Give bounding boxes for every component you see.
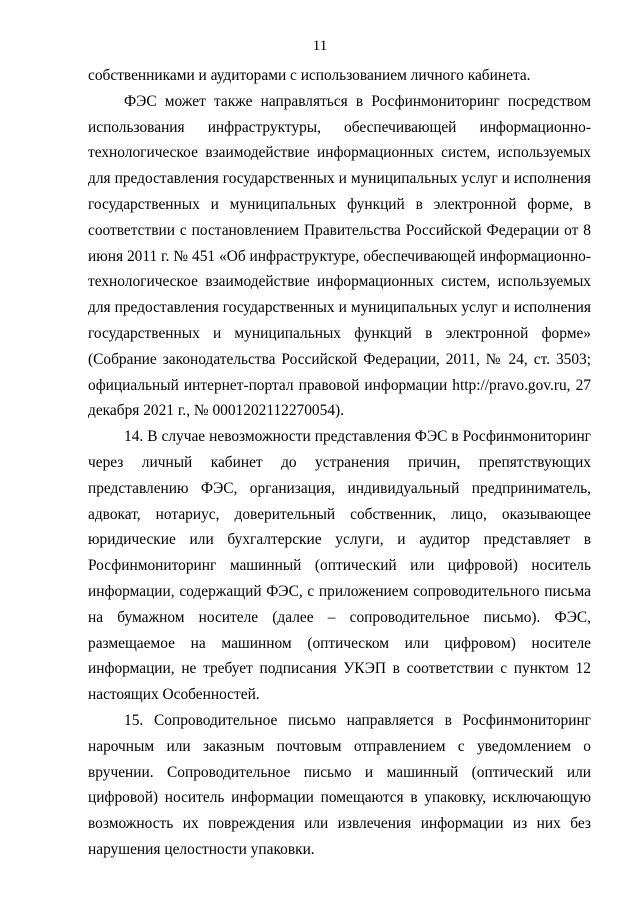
- paragraph-item-14: 14. В случае невозможности представления ФЭС в Росфинмониторинг через личный кабинет до устранения причин, препятствующих представлению ФЭС, организация, индивидуальный предприниматель, адвокат, нотариус, доверительный собственник, лицо, оказывающее юридические или бухгалтерские услуги, и аудитор представляет в Росфинмониторинг машинный (оптический или цифровой) носитель информации, содержащий ФЭС, с приложением сопроводительного письма на бумажном носителе (далее – сопроводительное письмо). ФЭС, размещаемое на машинном (оптическом или цифровом) носителе информации, не требует подписания УКЭП в соответствии с пунктом 12 настоящих Особенностей.: [88, 428, 591, 704]
- paragraph-fes-infrastructure: ФЭС может также направляться в Росфинмониторинг посредством использования инфраструктуры, обеспечивающей информационно-технологическое взаимодействие информационных систем, используемых для предоставления государственных и муниципальных услуг и исполнения государственных и муниципальных функций в электронной форме, в соответствии с постановлением Правительства Российской Федерации от 8 июня 2011 г. № 451 «Об инфраструктуре, обеспечивающей информационно-технологическое взаимодействие информационных систем, используемых для предоставления государственных и муниципальных услуг и исполнения государственных и муниципальных функций в электронной форме» (Собрание законодательства Российской Федерации, 2011, № 24, ст. 3503; официальный интернет-портал правовой информации http://pravo.gov.ru, 27 декабря 2021 г., № 0001202112270054).: [88, 92, 591, 420]
- paragraph-continuation: собственниками и аудиторами с использованием личного кабинета.: [88, 67, 531, 84]
- page-number: 11: [312, 38, 328, 54]
- document-body: [88, 63, 591, 863]
- paragraph-item-15: 15. Сопроводительное письмо направляется в Росфинмониторинг нарочным или заказным почтовым отправлением с уведомлением о вручении. Сопроводительное письмо и машинный (оптический или цифровой) носитель информации помещаются в упаковку, исключающую возможность их повреждения или извлечения информации из них без нарушения целостности упаковки.: [88, 711, 591, 858]
